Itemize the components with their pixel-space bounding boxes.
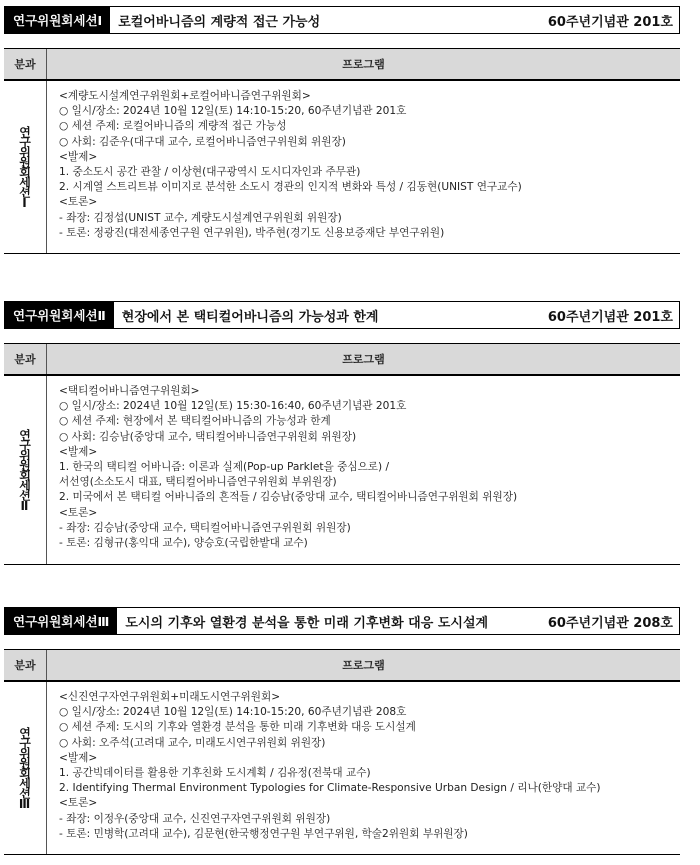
program-line: - 좌장: 이정우(중앙대 교수, 신진연구자연구위원회 위원장): [59, 812, 331, 825]
program-line: - 좌장: 김승남(중앙대 교수, 택티컬어바니즘연구위원회 위원장): [59, 521, 351, 534]
program-line: ○ 사회: 김승남(중앙대 교수, 택티컬어바니즘연구위원회 위원장): [59, 430, 357, 443]
program-line: ○ 일시/장소: 2024년 10월 12일(토) 15:30-16:40, 60주년기념관 201호: [59, 400, 407, 413]
table-body: [4, 375, 680, 564]
session-title-bar: [4, 607, 680, 635]
program-line: <계량도시설계연구위원회+로컬어바니즘연구위원회>: [59, 90, 311, 102]
program-table: [4, 649, 680, 855]
program-line: ○ 사회: 김준우(대구대 교수, 로컬어바니즘연구위원회 위원장): [59, 135, 346, 148]
program-line: - 토론: 정광진(대전세종연구원 연구위원), 박주현(경기도 신용보증재단 부연구위원): [59, 226, 445, 239]
program-content: [47, 81, 680, 253]
program-line: <토론>: [59, 797, 98, 810]
table-header: [4, 650, 680, 681]
program-line: <토론>: [59, 196, 98, 209]
session-title-bar: [4, 6, 680, 34]
program-line: 2. Identifying Thermal Environment Typologies for Climate-Responsive Urban Design / 리나(한양대 교수): [59, 782, 601, 795]
division-cell: [4, 682, 47, 854]
division-label: 연구위원회세션Ⅲ: [17, 727, 32, 809]
program-line: 1. 중소도시 공간 관찰 / 이상현(대구광역시 도시디자인과 주무관): [59, 166, 361, 179]
session-1: [4, 6, 680, 239]
program-content: [47, 682, 680, 854]
program-line: ○ 세션 주제: 도시의 기후와 열환경 분석을 통한 미래 기후변화 대응 도시설계: [59, 721, 416, 734]
session-3: [4, 607, 680, 840]
program-line: ○ 일시/장소: 2024년 10월 12일(토) 14:10-15:20, 60주년기념관 208호: [59, 706, 407, 719]
header-program: 프로그램: [342, 58, 385, 71]
program-line: - 토론: 민병학(고려대 교수), 김문현(한국행정연구원 부연구위원, 학술2위원회 부위원장): [59, 827, 468, 840]
header-division: 분과: [4, 650, 47, 680]
header-program: 프로그램: [342, 659, 385, 672]
program-line: 2. 미국에서 본 택티컬 어바니즘의 흔적들 / 김승남(중앙대 교수, 택티컬어바니즘연구위원회 위원장): [59, 491, 518, 504]
program-table: [4, 48, 680, 254]
session-title: 로컬어바니즘의 계량적 접근 가능성: [118, 14, 321, 30]
session-title: 현장에서 본 택티컬어바니즘의 가능성과 한계: [121, 309, 379, 325]
table-header: [4, 344, 680, 375]
program-table: [4, 343, 680, 565]
program-line: ○ 세션 주제: 현장에서 본 택티컬어바니즘의 가능성과 한계: [59, 415, 331, 428]
session-venue: 60주년기념관 201호: [547, 14, 673, 30]
program-line: <신진연구자연구위원회+미래도시연구위원회>: [59, 691, 281, 703]
program-content: [47, 376, 680, 564]
program-line: 서선영(소소도시 대표, 택티컬어바니즘연구위원회 부위원장): [59, 476, 337, 489]
session-2: [4, 301, 680, 550]
table-header: [4, 49, 680, 80]
program-line: <택티컬어바니즘연구위원회>: [59, 385, 200, 397]
program-line: <토론>: [59, 506, 98, 519]
division-label: 연구위원회세션Ⅰ: [17, 126, 32, 208]
program-line: 1. 한국의 택티컬 어바니즘: 이론과 실제(Pop-up Parklet을 중심으로) /: [59, 461, 390, 474]
program-line: ○ 일시/장소: 2024년 10월 12일(토) 14:10-15:20, 60주년기념관 201호: [59, 105, 407, 118]
header-division: 분과: [4, 344, 47, 374]
division-cell: [4, 376, 47, 564]
session-venue: 60주년기념관 201호: [547, 309, 673, 325]
session-label: 연구위원회세션Ⅰ: [5, 7, 110, 33]
table-body: [4, 80, 680, 253]
session-label: 연구위원회세션Ⅱ: [5, 302, 114, 328]
session-title-bar: [4, 301, 680, 329]
header-division: 분과: [4, 49, 47, 79]
program-line: 2. 시계열 스트리트뷰 이미지로 분석한 소도시 경관의 인지적 변화와 특성 / 김동현(UNIST 연구교수): [59, 181, 522, 194]
table-body: [4, 681, 680, 854]
program-line: <발제>: [59, 445, 98, 458]
division-cell: [4, 81, 47, 253]
program-line: <발제>: [59, 150, 98, 163]
session-label: 연구위원회세션Ⅲ: [5, 608, 117, 634]
header-program: 프로그램: [342, 353, 385, 366]
program-line: 1. 공간빅데이터를 활용한 기후친화 도시계획 / 김유정(전북대 교수): [59, 767, 371, 780]
program-line: - 토론: 김형규(홍익대 교수), 양승호(국립한밭대 교수): [59, 537, 308, 550]
program-line: <발제>: [59, 751, 98, 764]
session-venue: 60주년기념관 208호: [547, 615, 673, 631]
program-line: ○ 세션 주제: 로컬어바니즘의 계량적 접근 가능성: [59, 120, 287, 133]
program-line: - 좌장: 김정섭(UNIST 교수, 계량도시설계연구위원회 위원장): [59, 211, 342, 224]
session-title: 도시의 기후와 열환경 분석을 통한 미래 기후변화 대응 도시설계: [125, 615, 489, 631]
division-label: 연구위원회세션Ⅱ: [17, 429, 32, 511]
program-line: ○ 사회: 오주석(고려대 교수, 미래도시연구위원회 위원장): [59, 736, 326, 749]
